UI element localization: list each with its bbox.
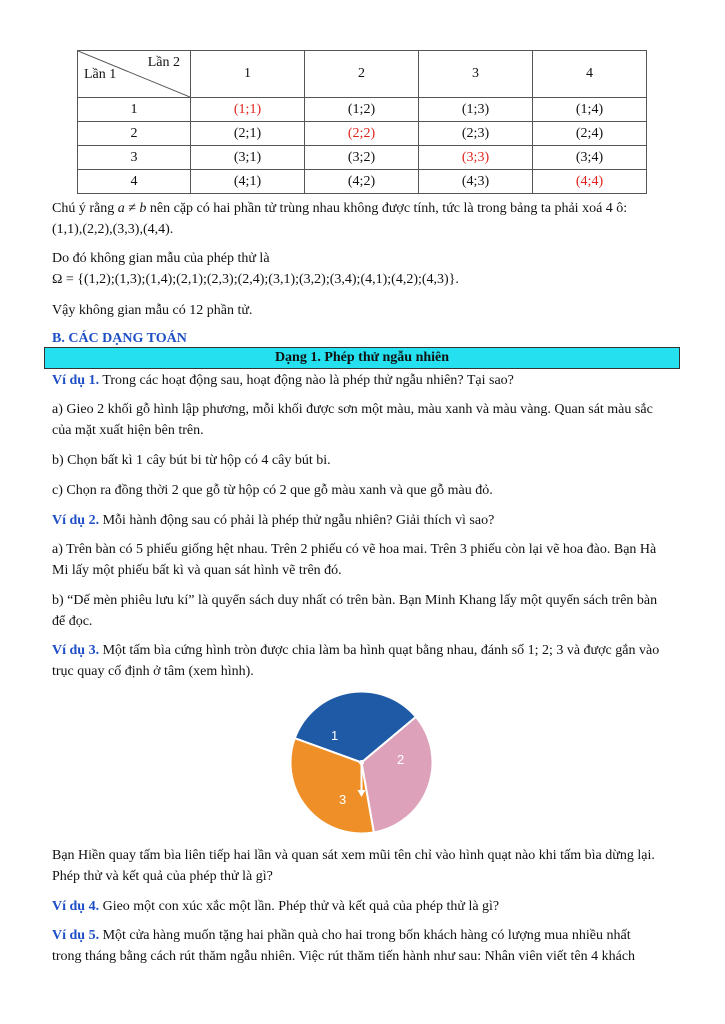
table-row xyxy=(78,122,647,146)
sector-label-1: 1 xyxy=(331,728,339,743)
sample-space-paragraph xyxy=(52,248,662,290)
table-cell: (4;3) xyxy=(419,170,533,194)
example-2-b: b) “Dế mèn phiêu lưu kí” là quyển sách duy nhất có trên bàn. Bạn Minh Khang lấy một quyển sách trên bàn để đọc. xyxy=(52,593,658,629)
row-header: 2 xyxy=(78,122,191,146)
corner-label-lan1: Lần 1 xyxy=(84,67,117,82)
table-cell-diagonal: (3;3) xyxy=(419,146,533,170)
table-cell-diagonal: (2;2) xyxy=(305,122,419,146)
example-3-question: Bạn Hiền quay tấm bìa liên tiếp hai lần và quan sát xem mũi tên chỉ vào hình quạt nào khi tấm bìa dừng lại. Phép thử và kết quả của phép thử là gì? xyxy=(52,848,655,884)
table-cell-diagonal: (4;4) xyxy=(533,170,647,194)
table-cell-diagonal: (1;1) xyxy=(191,98,305,122)
example-5 xyxy=(52,925,662,967)
conclusion-text: Vậy không gian mẫu có 12 phần tử. xyxy=(52,303,253,318)
sample-space-intro: Do đó không gian mẫu của phép thử là xyxy=(52,251,270,266)
example-text: Mỗi hành động sau có phải là phép thử ngẫu nhiên? Giải thích vì sao? xyxy=(99,513,495,528)
table-cell: (2;3) xyxy=(419,122,533,146)
col-header: 3 xyxy=(419,51,533,98)
table-cell: (3;1) xyxy=(191,146,305,170)
row-header: 4 xyxy=(78,170,191,194)
table-cell: (2;4) xyxy=(533,122,647,146)
table-cell: (2;1) xyxy=(191,122,305,146)
example-text: Trong các hoạt động sau, hoạt động nào là phép thử ngẫu nhiên? Tại sao? xyxy=(99,373,514,388)
example-text: Một tấm bìa cứng hình tròn được chia làm ba hình quạt bằng nhau, đánh số 1; 2; 3 và được gắn vào trục quay cố định ở tâm (xem hình). xyxy=(52,643,660,679)
col-header: 2 xyxy=(305,51,419,98)
math-inline: a ≠ b xyxy=(117,201,147,216)
example-label: Ví dụ 3. xyxy=(52,643,100,658)
table-header-row xyxy=(78,51,647,98)
table-cell: (3;4) xyxy=(533,146,647,170)
col-header: 4 xyxy=(533,51,647,98)
sector-label-2: 2 xyxy=(397,752,405,767)
example-label: Ví dụ 2. xyxy=(52,513,100,528)
note-line-1 xyxy=(52,198,662,219)
col-header: 1 xyxy=(191,51,305,98)
note-text: Chú ý rằng xyxy=(52,201,118,216)
note-line-2: (1,1),(2,2),(3,3),(4,4). xyxy=(52,222,174,237)
example-1-c: c) Chọn ra đồng thời 2 que gỗ từ hộp có 2 que gỗ màu xanh và que gỗ màu đỏ. xyxy=(52,483,493,498)
outcome-table xyxy=(77,50,647,194)
example-label: Ví dụ 1. xyxy=(52,373,100,388)
example-2-a: a) Trên bàn có 5 phiếu giống hệt nhau. Trên 2 phiếu có vẽ hoa mai. Trên 3 phiếu còn lại vẽ hoa đào. Bạn Hà Mi lấy một phiếu bất kì và quan sát hình vẽ trên đó. xyxy=(52,542,657,578)
example-4 xyxy=(52,896,662,917)
example-1-b: b) Chọn bất kì 1 cây bút bi từ hộp có 4 cây bút bi. xyxy=(52,453,331,468)
topic-banner: Dạng 1. Phép thử ngẫu nhiên xyxy=(44,347,680,369)
table-cell: (3;2) xyxy=(305,146,419,170)
spinner-pivot xyxy=(359,760,364,765)
example-text: Một cửa hàng muốn tặng hai phần quà cho hai trong bốn khách hàng có lượng mua nhiều nhất trong tháng bằng cách rút thăm ngẫu nhiên. Việc rút thăm tiến hành như sau: Nhân viên viết tên 4 khách xyxy=(52,928,636,964)
section-heading: B. CÁC DẠNG TOÁN xyxy=(52,331,187,346)
sector-label-3: 3 xyxy=(339,792,347,807)
sample-space-formula: Ω = {(1,2);(1,3);(1,4);(2,1);(2,3);(2,4);(3,1);(3,2);(3,4);(4,1);(4,2);(4,3)}. xyxy=(52,272,459,287)
row-header: 1 xyxy=(78,98,191,122)
table-row xyxy=(78,170,647,194)
table-row xyxy=(78,98,647,122)
table-cell: (4;2) xyxy=(305,170,419,194)
example-label: Ví dụ 5. xyxy=(52,928,100,943)
row-header: 3 xyxy=(78,146,191,170)
table-cell: (1;4) xyxy=(533,98,647,122)
example-text: Gieo một con xúc xắc một lần. Phép thử và kết quả của phép thử là gì? xyxy=(99,899,500,914)
note-paragraph xyxy=(52,198,662,240)
note-text: nên cặp có hai phần tử trùng nhau không được tính, tức là trong bảng ta phải xoá 4 ô: xyxy=(146,201,628,216)
example-1-a: a) Gieo 2 khối gỗ hình lập phương, mỗi khối được sơn một màu, màu xanh và màu vàng. Quan sát màu sắc của mặt xuất hiện bên trên. xyxy=(52,402,653,438)
corner-label-lan2: Lần 2 xyxy=(147,55,180,70)
table-cell: (1;3) xyxy=(419,98,533,122)
spinner-figure xyxy=(289,690,434,835)
example-3 xyxy=(52,640,662,682)
example-2 xyxy=(52,510,662,531)
example-label: Ví dụ 4. xyxy=(52,899,100,914)
table-corner-cell xyxy=(78,51,191,98)
table-row xyxy=(78,146,647,170)
example-1 xyxy=(52,370,662,391)
table-cell: (4;1) xyxy=(191,170,305,194)
table-cell: (1;2) xyxy=(305,98,419,122)
